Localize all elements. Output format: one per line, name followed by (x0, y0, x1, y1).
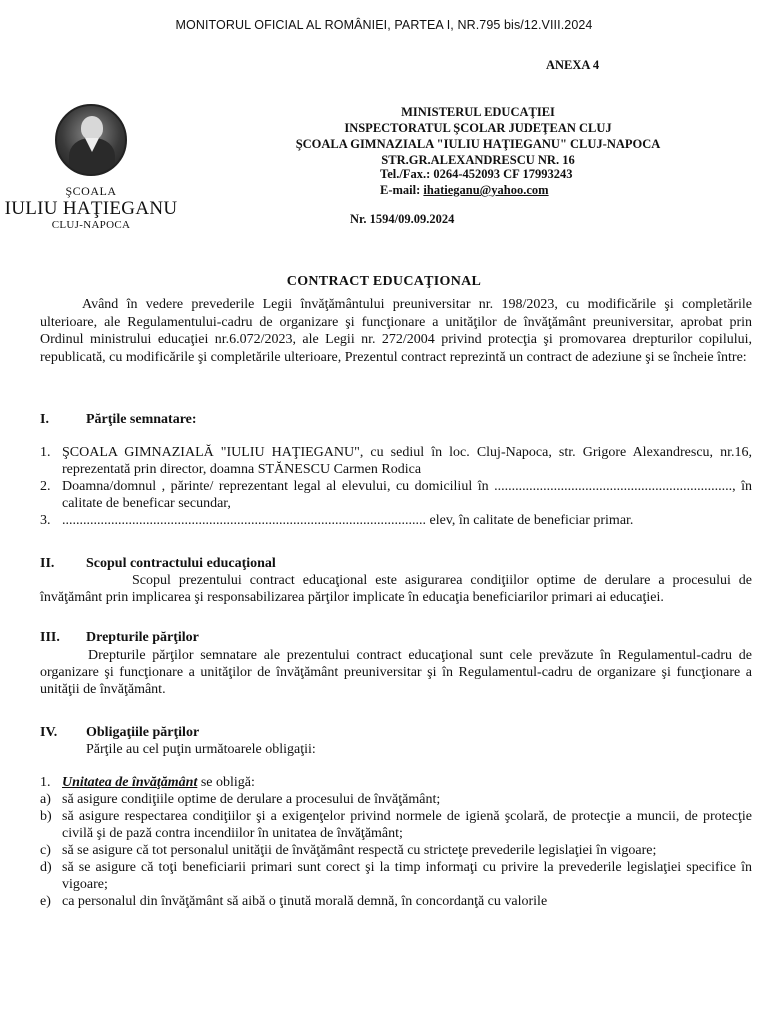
phone-fax: Tel./Fax.: 0264-452093 CF 17993243 (380, 167, 573, 181)
gazette-header: MONITORUL OFICIAL AL ROMÂNIEI, PARTEA I, NR.795 bis/12.VIII.2024 (175, 18, 593, 32)
signing-parties-list (40, 444, 752, 529)
school-address: STR.GR.ALEXANDRESCU NR. 16 (381, 153, 575, 167)
logo-city: CLUJ-NAPOCA (51, 219, 131, 231)
section-1-title: Părţile semnatare: (86, 412, 197, 427)
list-item: e) ca personalul din învăţământ să aibă o ţinută morală demnă, în concordanţă cu valorile (40, 894, 548, 909)
email-line (380, 182, 572, 198)
section-3-text: Drepturile părţilor semnatare ale prezentului contract educaţional sunt cele prevăzute în Regulamentul-cadru de organizare şi funcţionare a unităţilor de învăţământ preuniversitar şi în Regulamentul-cadru de organizare şi funcţionare a unităţii de învăţământ. (40, 648, 752, 697)
section-3-title: Drepturile părţilor (86, 630, 199, 645)
obligations-list (40, 774, 752, 910)
logo-school-name: IULIU HAŢIEGANU (4, 198, 178, 219)
unit-subheading: Unitatea de învăţământ (62, 775, 198, 790)
section-2-title: Scopul contractului educaţional (86, 556, 276, 571)
list-item: b) să asigure respectarea condiţiilor şi a exigenţelor privind normele de igienă şcolară, de protecţie a muncii, de protecţie civilă şi de pază contra incendiilor în unitatea de învăţământ; (40, 809, 752, 841)
section-2-number: II. (40, 556, 55, 571)
intro-paragraph: Având în vedere prevederile Legii învăţământului preuniversitar nr. 198/2023, cu modificările şi completările ulterioare, ale Regulamentului-cadru de organizare şi funcţionare a unităţilor de învăţământ preuniversitar, aprobat prin Ordinul ministrului educaţiei nr.6.072/2023, ale Legii nr. 272/2004 privind protecţia şi promovarea drepturilor copilului, republicată, cu modificările şi completările ulterioare, Prezentul contract reprezintă un contract de adeziune şi se încheie între: (40, 297, 752, 365)
annex-label: ANEXA 4 (546, 58, 600, 72)
school-full-name: ŞCOALA GIMNAZIALA "IULIU HAŢIEGANU" CLUJ-NAPOCA (295, 137, 661, 151)
list-item: 1. ŞCOALA GIMNAZIALĂ "IULIU HAŢIEGANU", cu sediul în loc. Cluj-Napoca, str. Grigore Alexandrescu, nr.16, reprezentată prin director, doamna STĂNESCU Carmen Rodica (40, 445, 752, 477)
list-item: c) să se asigure că tot personalul unităţii de învăţământ respectă cu stricteţe prevederile legislaţiei în vigoare; (40, 843, 657, 858)
registration-number: Nr. 1594/09.09.2024 (350, 212, 455, 226)
obligation-subheading: 1. Unitatea de învăţământ se obligă: (40, 775, 255, 790)
inspectorate-name: INSPECTORATUL ŞCOLAR JUDEŢEAN CLUJ (344, 121, 612, 135)
logo-school-prefix: ŞCOALA (65, 184, 117, 198)
section-3-heading (40, 630, 199, 646)
section-4-lead: Părţile au cel puţin următoarele obligaţii: (86, 742, 316, 757)
section-2-text: Scopul prezentului contract educaţional este asigurarea condiţiilor optime de derulare a procesului de învăţământ prin implicarea şi responsabilizarea părţilor implicate în educaţia beneficiarilor primari ai educaţiei. (40, 573, 752, 605)
section-2-heading (40, 556, 276, 572)
list-item: a) să asigure condiţiile optime de derulare a procesului de învăţământ; (40, 792, 441, 807)
section-4-title: Obligaţiile părţilor (86, 725, 200, 740)
email-label: E-mail: (380, 183, 424, 197)
email-link[interactable]: ihatieganu@yahoo.com (423, 183, 549, 197)
ministry-name: MINISTERUL EDUCAŢIEI (401, 105, 555, 119)
section-1-heading (40, 412, 197, 428)
list-item: 3. ........................................................................................................ elev, în calitate de beneficiar primar. (40, 513, 634, 528)
list-item: d) să se asigure că toţi beneficiarii primari sunt corect şi la timp informaţi cu privire la prevederile legislaţiei specifice în vigoare; (40, 860, 752, 892)
institution-header (238, 104, 718, 168)
school-logo-block (0, 104, 182, 231)
school-logo-portrait-icon (55, 104, 127, 176)
section-4-heading (40, 725, 199, 741)
section-1-number: I. (40, 412, 49, 427)
list-item: 2. Doamna/domnul , părinte/ reprezentant legal al elevului, cu domiciliul în ...................................................................., în calitate de beneficar secundar, (40, 479, 752, 511)
document-title: CONTRACT EDUCAŢIONAL (286, 274, 482, 289)
contact-block (380, 166, 572, 198)
section-3-number: III. (40, 630, 60, 645)
section-4-number: IV. (40, 725, 58, 740)
